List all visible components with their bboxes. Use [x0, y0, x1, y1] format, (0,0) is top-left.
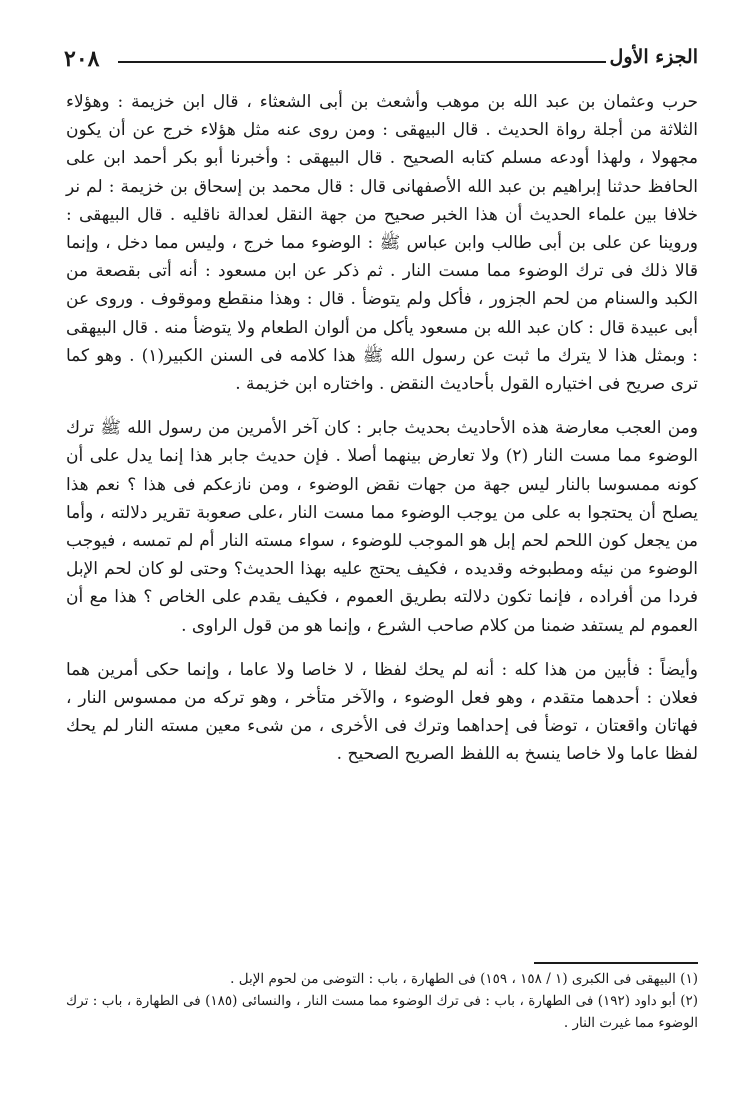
running-title: الجزء الأول [609, 46, 698, 68]
header-rule [118, 61, 606, 63]
page-number: ٢٠٨ [64, 46, 100, 72]
footnote-2: (٢) أبو داود (١٩٢) فى الطهارة ، باب : فى ترك الوضوء مما مست النار ، والنسائى (١٨٥) فى الطهارة ، باب : ترك الوضوء مما غيرت النار . [66, 993, 699, 1031]
footnote-1: (١) البيهقى فى الكبرى (١ / ١٥٨ ، ١٥٩) فى الطهارة ، باب : التوضى من لحوم الإبل . [230, 971, 698, 987]
paragraph-2: ومن العجب معارضة هذه الأحاديث بحديث جابر : كان آخر الأمرين من رسول الله ﷺ ترك الوضوء مما مست النار (٢) ولا تعارض بينهما أصلا . فإن حديث جابر هذا إنما يدل على أن كونه ممسوسا بالنار ليس جهة من جهات نقض الوضوء ، ومن نازعكم فى هذا ؟ نعم هذا يصلح أن يحتجوا به على من يوجب الوضوء مما مست النار ،على صعوبة تقرير دلالته ، وأما من يجعل كون اللحم لحم إبل هو الموجب للوضوء ، سواء مسته النار أم لم تمسه ، فيوجب الوضوء من نيئه ومطبوخه وقديده ، فكيف يحتج عليه بهذا الحديث؟ وحتى لو كان لحم الإبل فردا من أفراده ، فإنما تكون دلالته بطريق العموم ، فكيف يقدم على الخاص ؟ هذا مع أن العموم لم يستفد ضمنا من كلام صاحب الشرع ، وإنما هو من قول الراوى . [66, 418, 698, 636]
footnotes [66, 968, 698, 1034]
footnote-rule [534, 962, 698, 964]
paragraph-1: حرب وعثمان بن عبد الله بن موهب وأشعث بن أبى الشعثاء ، قال ابن خزيمة : وهؤلاء الثلاثة من أجلة رواة الحديث . قال البيهقى : ومن روى عنه مثل هؤلاء خرج عن أن يكون مجهولا ، ولهذا أودعه مسلم كتابه الصحيح . قال البيهقى : وأخبرنا أبو بكر أحمد ابن على الحافظ حدثنا إبراهيم بن عبد الله الأصفهانى قال : قال محمد بن إسحاق بن خزيمة : لم نر خلافا بين علماء الحديث أن هذا الخبر صحيح من جهة النقل لعدالة ناقليه . قال البيهقى : وروينا عن على بن أبى طالب وابن عباس ﷺ : الوضوء مما خرج ، وليس مما دخل ، وإنما قالا ذلك فى ترك الوضوء مما مست النار . ثم ذكر عن ابن مسعود : أنه أتى بقصعة من الكبد والسنام من لحم الجزور ، فأكل ولم يتوضأ . قال : وهذا منقطع وموقوف . وروى عن أبى عبيدة قال : كان عبد الله بن مسعود يأكل من ألوان الطعام ولا يتوضأ منه . قال البيهقى : وبمثل هذا لا يترك ما ثبت عن رسول الله ﷺ هذا كلامه فى السنن الكبير(١) . وهو كما ترى صريح فى اختياره القول بأحاديث النقض . واختاره ابن خزيمة . [66, 92, 698, 395]
paragraph-3: وأيضاً : فأبين من هذا كله : أنه لم يحك لفظا ، لا خاصا ولا عاما ، وإنما حكى أمرين هما فعلان : أحدهما متقدم ، وهو فعل الوضوء ، والآخر متأخر ، وهو تركه من ممسوس النار ، فهاتان واقعتان ، توضأ فى إحداهما وترك فى الأخرى ، من شىء معين مسته النار لم يحك لفظا عاما ولا خاصا ينسخ به اللفظ الصريح الصحيح . [66, 659, 698, 765]
page-header [64, 46, 698, 78]
body-text [66, 88, 698, 769]
